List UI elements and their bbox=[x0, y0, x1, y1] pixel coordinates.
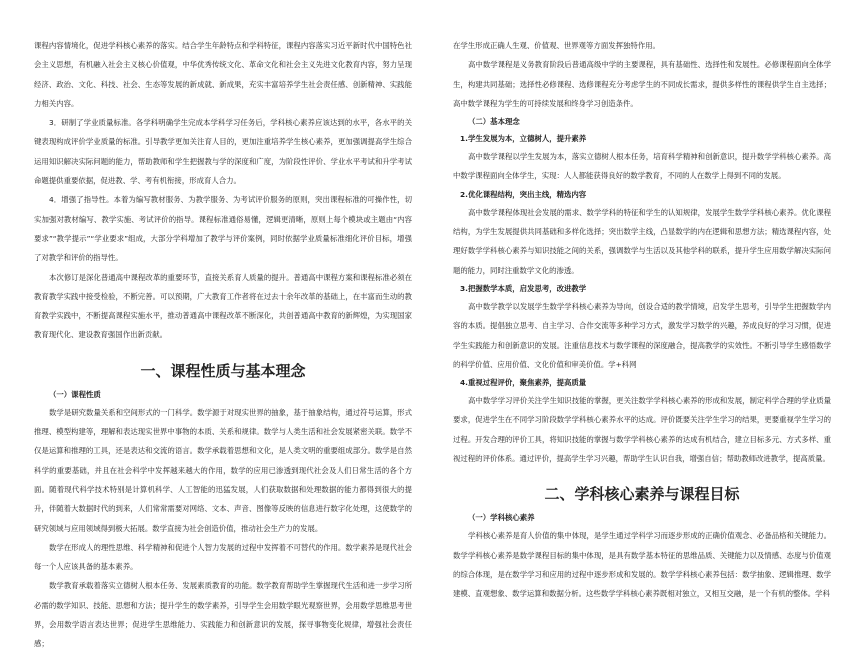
paragraph: 数学教育承载着落实立德树人根本任务、发展素质教育的功能。数学教育帮助学生掌握现代生活和进一步学习所必需的数学知识、技能、思想和方法；提升学生的数学素养，引导学生会用数学眼光观察世界，会用数学思维思考世界，会用数学语言表达世界；促进学生思维能力、实践能力和创新意识的发展，探寻事物变化规律，增强社会责任感； bbox=[34, 581, 412, 649]
section-heading: 二、学科核心素养与课程目标 bbox=[544, 485, 740, 504]
paragraph: 高中数学学习评价关注学生知识技能的掌握，更关注数学学科核心素养的形成和发展，制定科学合理的学业质量要求，促进学生在不同学习阶段数学学科核心素养水平的达成。评价既要关注学生学习的结果，更要重视学生学习的过程。开发合理的评价工具，将知识技能的掌握与数学学科核心素养的达成有机结合，建立目标多元、方式多样、重视过程的评价体系。通过评价，提高学生学习兴趣，帮助学生认识自我，增强自信；帮助教师改进教学，提高质量。 bbox=[453, 396, 831, 464]
item-heading: 3.把握数学本质，启发思考，改进教学 bbox=[460, 283, 587, 293]
paragraph: 高中数学课程体现社会发展的需求、数学学科的特征和学生的认知规律，发展学生数学学科核心素养。优化课程结构，为学生发展提供共同基础和多样化选择；突出数学主线，凸显数学的内在逻辑和思想方法；精选课程内容，处理好数学学科核心素养与知识技能之间的关系，强调数学与生活以及其他学科的联系，提升学生应用数学解决实际问题的能力，同时注重数学文化的渗透。 bbox=[453, 207, 831, 275]
item-heading: 2.优化课程结构，突出主线，精选内容 bbox=[460, 189, 587, 199]
paragraph: 数学在形成人的理性思维、科学精神和促进个人智力发展的过程中发挥着不可替代的作用。数学素养是现代社会每一个人应该具备的基本素养。 bbox=[34, 542, 412, 572]
paragraph: 学科核心素养是育人价值的集中体现，是学生通过学科学习而逐步形成的正确价值观念、必备品格和关键能力。数学学科核心素养是数学课程目标的集中体现，是具有数学基本特征的思维品质、关键能力以及情感、态度与价值观的综合体现，是在数学学习和应用的过程中逐步形成和发展的。数学学科核心素养包括：数学抽象、逻辑推理、数学建模、直观想象、数学运算和数据分析。这些数学学科核心素养既相对独立，又相互交融，是一个有机的整体。学科 bbox=[453, 531, 831, 599]
paragraph: 4．增强了指导性。本着为编写教材服务、为教学服务、为考试评价服务的原则，突出课程标准的可操作性，切实加强对教材编写、教学实施、考试评价的指导。课程标准通俗易懂，逻辑更清晰，原则上每个模块或主题由“内容要求”“教学提示”“学业要求”组成，大部分学科增加了教学与评价案例，同时依据学业质量标准细化评价目标，增强了对教学和评价的指导性。 bbox=[34, 195, 412, 263]
subsection-heading: （一）学科核心素养 bbox=[468, 513, 535, 523]
section-heading: 一、课程性质与基本理念 bbox=[140, 361, 306, 380]
subsection-heading: （二）基本理念 bbox=[468, 117, 520, 127]
paragraph: 高中数学课程以学生发展为本，落实立德树人根本任务，培育科学精神和创新意识，提升数学学科核心素养。高中数学课程面向全体学生，实现：人人都能获得良好的数学教育，不同的人在数学上得到不同的发展。 bbox=[453, 152, 831, 181]
item-heading: 4.重视过程评价，聚焦素养，提高质量 bbox=[460, 378, 587, 388]
left-column bbox=[34, 36, 412, 654]
paragraph: 课程内容情境化，促进学科核心素养的落实。结合学生年龄特点和学科特征，课程内容落实习近平新时代中国特色社会主义思想，有机融入社会主义核心价值观，中华优秀传统文化、革命文化和社会主义先进文化教育内容，努力呈现经济、政治、文化、科技、社会、生态等发展的新成就、新成果，充实丰富培养学生社会责任感、创新精神、实践能力相关内容。 bbox=[34, 41, 412, 108]
paragraph: 本次修订是深化普通高中课程改革的重要环节，直接关系育人质量的提升。普通高中课程方案和课程标准必须在教育教学实践中接受检验，不断完善。可以预期，广大教育工作者将在过去十余年改革的基础上，在丰富而生动的教育教学实践中，不断提高课程实施水平，推动普通高中课程改革不断深化，共创普通高中教育的新辉煌，为实现国家教育现代化、建设教育强国作出新贡献。 bbox=[34, 272, 412, 340]
subsection-heading: （一）课程性质 bbox=[49, 389, 101, 399]
paragraph: 3．研制了学业质量标准。各学科明确学生完成本学科学习任务后，学科核心素养应该达到的水平，各水平的关键表现构成评价学业质量的标准。引导教学更加关注育人目的，更加注重培养学生核心素养，更加强调提高学生综合运用知识解决实际问题的能力，帮助教师和学生把握教与学的深度和广度，为阶段性评价、学业水平考试和升学考试命题提供重要依据，促进教、学、考有机衔接，形成育人合力。 bbox=[34, 118, 412, 186]
paragraph: 高中数学教学以发展学生数学学科核心素养为导向，创设合适的教学情境，启发学生思考，引导学生把握数学内容的本质。提倡独立思考、自主学习、合作交流等多种学习方式，激发学习数学的兴趣，养成良好的学习习惯，促进学生实践能力和创新意识的发展。注重信息技术与数学课程的深度融合，提高教学的实效性。不断引导学生感悟数学的科学价值、应用价值、文化价值和审美价值。学+科网 bbox=[453, 301, 831, 369]
paragraph: 高中数学课程是义务教育阶段后普通高级中学的主要课程，具有基础性、选择性和发展性。必修课程面向全体学生，构建共同基础；选择性必修课程、选修课程充分考虑学生的不同成长需求，提供多样性的课程供学生自主选择；高中数学课程为学生的可持续发展和终身学习创造条件。 bbox=[453, 60, 831, 108]
item-heading: 1.学生发展为本，立德树人，提升素养 bbox=[460, 134, 587, 144]
right-column bbox=[453, 36, 831, 604]
paragraph: 数学是研究数量关系和空间形式的一门科学。数学源于对现实世界的抽象，基于抽象结构，通过符号运算，形式推理、模型构建等，理解和表达现实世界中事物的本质、关系和规律。数学与人类生活和社会发展紧密关联。数学不仅是运算和推理的工具，还是表达和交流的语言。数学承载着思想和文化，是人类文明的重要组成部分。数学是自然科学的重要基础，并且在社会科学中发挥越来越大的作用，数学的应用已渗透到现代社会及人们日常生活的各个方面。随着现代科学技术特别是计算机科学、人工智能的迅猛发展，人们获取数据和处理数据的能力都得到很大的提升，伴随着大数据时代的到来，人们常常需要对网络、文本、声音、图像等反映的信息进行数字化处理，这使数学的研究领域与应用领域得到极大拓展。数学直接为社会创造价值，推动社会生产力的发展。 bbox=[34, 407, 412, 533]
paragraph: 在学生形成正确人生观、价值观、世界观等方面发挥独特作用。 bbox=[453, 41, 660, 50]
